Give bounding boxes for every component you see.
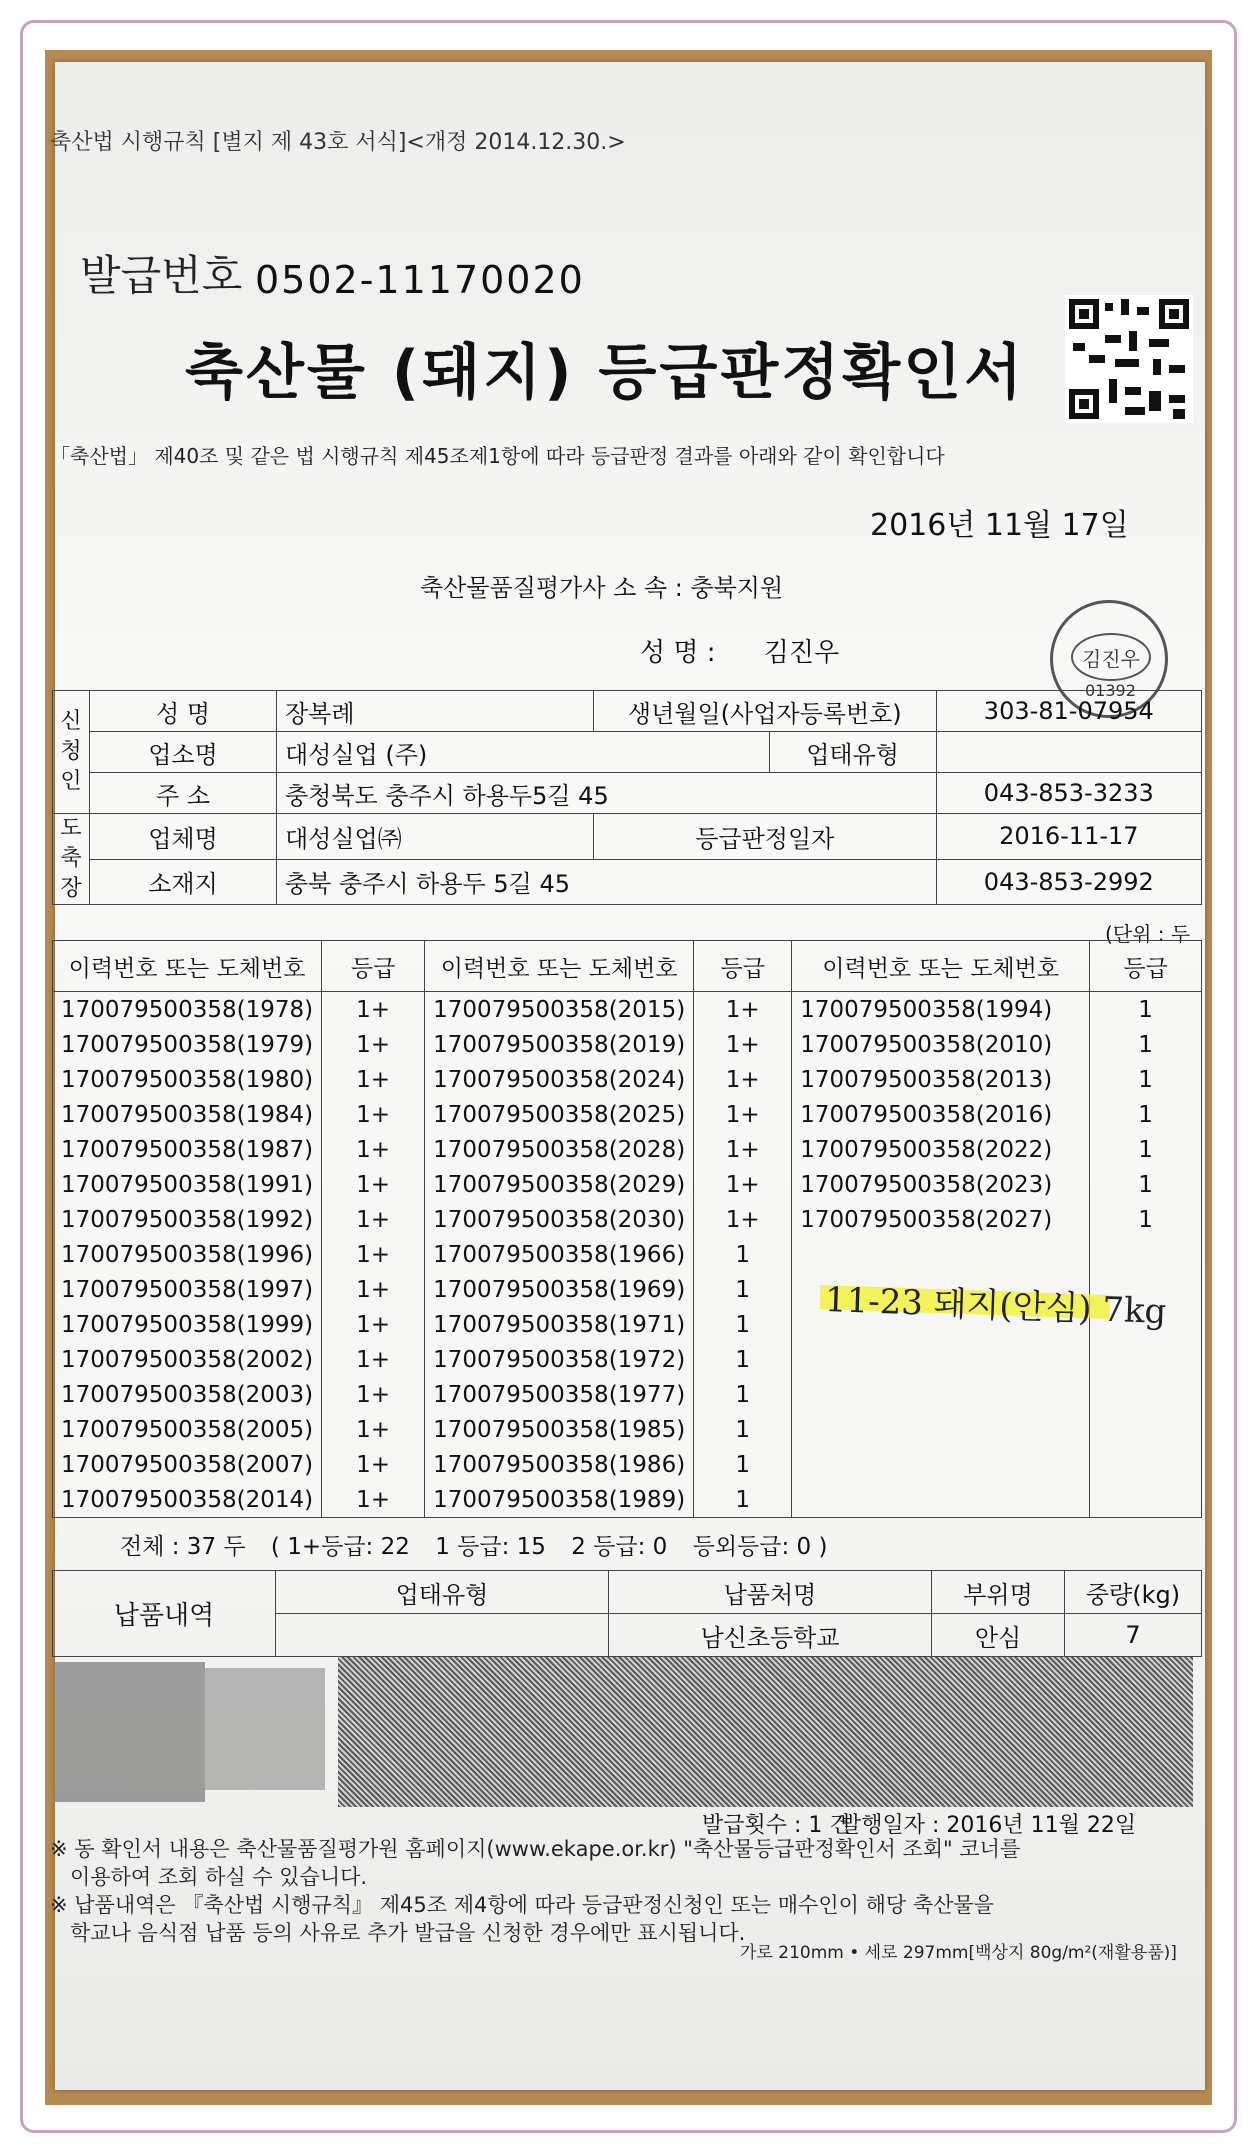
side-label-slaughter: 도축장 — [53, 814, 90, 905]
qr-code-icon — [1065, 295, 1193, 423]
trace-number-cell: 170079500358(2022) — [792, 1132, 1090, 1167]
trace-number-cell: 170079500358(1977) — [425, 1377, 694, 1412]
evaluator-name: 김진우 — [763, 638, 840, 668]
seal-name: 김진우 — [1071, 633, 1151, 681]
grade-cell — [1090, 1447, 1202, 1482]
grade-cell: 1+ — [322, 1027, 425, 1062]
issue-count: 발급횟수 : 1 건 — [702, 1813, 851, 1838]
trace-number-cell — [792, 1377, 1090, 1412]
grade-cell: 1 — [694, 1482, 792, 1518]
grade-cell: 1+ — [694, 1132, 792, 1167]
intro-text: 「축산법」 제40조 및 같은 법 시행규칙 제45조제1항에 따라 등급판정 결과를 아래와 같이 확인합니다 — [50, 444, 945, 468]
table-row — [53, 1027, 1202, 1062]
trace-number-cell: 170079500358(2002) — [53, 1342, 322, 1377]
note-1b: 이용하여 조회 하실 수 있습니다. — [70, 1865, 368, 1889]
handwritten-note: 11-23 돼지(안심) 7kg — [824, 1280, 1168, 1332]
trace-number-cell: 170079500358(2003) — [53, 1377, 322, 1412]
trace-number-cell: 170079500358(2014) — [53, 1482, 322, 1518]
trace-number-cell: 170079500358(2030) — [425, 1202, 694, 1237]
totals-line — [120, 1528, 845, 1561]
trace-number-cell: 170079500358(2024) — [425, 1062, 694, 1097]
grade-2-count: 2 등급: 0 — [571, 1534, 668, 1560]
birth-value: 303-81-07954 — [936, 691, 1201, 732]
trace-number-cell: 170079500358(2025) — [425, 1097, 694, 1132]
header-trace-no: 이력번호 또는 도체번호 — [792, 941, 1090, 992]
grade-cell: 1 — [694, 1237, 792, 1272]
grade-cell: 1+ — [322, 1097, 425, 1132]
grade-cell — [1090, 1412, 1202, 1447]
grade-cell: 1+ — [322, 992, 425, 1028]
table-row — [53, 1167, 1202, 1202]
footer-notes — [50, 1835, 1020, 1947]
name-label: 성 명 — [90, 691, 277, 732]
slaughter-name: 대성실업㈜ — [277, 814, 594, 860]
evaluator-name-line — [640, 632, 839, 669]
grade-cell: 1+ — [694, 1097, 792, 1132]
evaluator-affiliation: 축산물품질평가사 소 속 : 충북지원 — [420, 574, 784, 602]
paper-size: 가로 210mm • 세로 297mm[백상지 80g/m²(재활용품)] — [740, 1943, 1177, 1963]
table-row — [53, 1377, 1202, 1412]
grade-cell: 1+ — [694, 992, 792, 1028]
trace-number-cell: 170079500358(1989) — [425, 1482, 694, 1518]
evaluator-name-label: 성 명 : — [640, 638, 716, 668]
trace-number-cell: 170079500358(1994) — [792, 992, 1090, 1028]
trace-number-cell: 170079500358(1986) — [425, 1447, 694, 1482]
grading-date-label: 등급판정일자 — [594, 814, 937, 860]
trace-number-cell: 170079500358(1969) — [425, 1272, 694, 1307]
grade-cell: 1 — [1090, 1027, 1202, 1062]
grade-cell — [1090, 1237, 1202, 1272]
grade-cell — [1090, 1342, 1202, 1377]
trace-number-cell: 170079500358(1972) — [425, 1342, 694, 1377]
grade-cell: 1 — [694, 1377, 792, 1412]
grade-cell: 1+ — [322, 1132, 425, 1167]
trace-number-cell: 170079500358(2023) — [792, 1167, 1090, 1202]
header-trace-no: 이력번호 또는 도체번호 — [53, 941, 322, 992]
trace-number-cell: 170079500358(2005) — [53, 1412, 322, 1447]
delivery-header-part: 부위명 — [932, 1571, 1065, 1614]
trace-number-cell: 170079500358(2028) — [425, 1132, 694, 1167]
grades-table — [52, 940, 1202, 1518]
seal-number: 01392 — [1085, 681, 1136, 700]
form-number: 축산법 시행규칙 [별지 제 43호 서식]<개정 2014.12.30.> — [50, 130, 626, 155]
delivery-header-dest: 납품처명 — [609, 1571, 932, 1614]
grade-cell: 1 — [1090, 992, 1202, 1028]
note-1: ※ 동 확인서 내용은 축산물품질평가원 홈페이지(www.ekape.or.kr) "축산물등급판정확인서 조회" 코너를 — [50, 1837, 1021, 1861]
table-row — [53, 1097, 1202, 1132]
document-title: 축산물 (돼지) 등급판정확인서 — [185, 338, 1026, 408]
trace-number-cell — [792, 1342, 1090, 1377]
header-grade: 등급 — [322, 941, 425, 992]
table-row — [53, 1062, 1202, 1097]
header-grade: 등급 — [694, 941, 792, 992]
header-grade: 등급 — [1090, 941, 1202, 992]
trace-number-cell — [792, 1447, 1090, 1482]
biz-name: 대성실업 (주) — [277, 732, 770, 773]
watermark-seal — [55, 1662, 205, 1802]
trace-number-cell: 170079500358(2013) — [792, 1062, 1090, 1097]
table-row — [53, 1237, 1202, 1272]
grade-cell — [1090, 1482, 1202, 1518]
biz-type-value — [936, 732, 1201, 773]
grade-cell: 1 — [1090, 1062, 1202, 1097]
address-label: 주 소 — [90, 773, 277, 814]
delivery-weight: 7 — [1065, 1614, 1202, 1657]
grade-out-count: 등외등급: 0 ) — [692, 1534, 828, 1560]
trace-number-cell: 170079500358(1980) — [53, 1062, 322, 1097]
location-label: 소재지 — [90, 859, 277, 905]
grade-cell: 1 — [1090, 1097, 1202, 1132]
applicant-info-table — [52, 690, 1202, 905]
table-row — [53, 1482, 1202, 1518]
applicant-name: 장복례 — [277, 691, 594, 732]
table-row — [53, 1132, 1202, 1167]
birth-label: 생년월일(사업자등록번호) — [594, 691, 937, 732]
grade-cell: 1 — [1090, 1132, 1202, 1167]
grade-cell: 1 — [1090, 1202, 1202, 1237]
trace-number-cell: 170079500358(2007) — [53, 1447, 322, 1482]
grade-cell: 1+ — [322, 1412, 425, 1447]
slaughter-name-label: 업체명 — [90, 814, 277, 860]
header-trace-no: 이력번호 또는 도체번호 — [425, 941, 694, 992]
trace-number-cell: 170079500358(1984) — [53, 1097, 322, 1132]
note-2b: 학교나 음식점 납품 등의 사유로 추가 발급을 신청한 경우에만 표시됩니다. — [70, 1921, 746, 1945]
trace-number-cell: 170079500358(2010) — [792, 1027, 1090, 1062]
table-row — [53, 1412, 1202, 1447]
note-2: ※ 납품내역은 『축산법 시행규칙』 제45조 제4항에 따라 등급판정신청인 또는 매수인이 해당 축산물을 — [50, 1893, 994, 1917]
trace-number-cell: 170079500358(1991) — [53, 1167, 322, 1202]
grade-cell: 1+ — [322, 1062, 425, 1097]
watermark-seal-2 — [205, 1668, 325, 1790]
grade-cell: 1+ — [322, 1167, 425, 1202]
grade-cell: 1 — [694, 1272, 792, 1307]
grade-cell: 1+ — [322, 1307, 425, 1342]
trace-number-cell: 170079500358(1966) — [425, 1237, 694, 1272]
trace-number-cell: 170079500358(1979) — [53, 1027, 322, 1062]
delivery-type — [276, 1614, 609, 1657]
biz-label: 업소명 — [90, 732, 277, 773]
issue-date: 발행일자 : 2016년 11월 22일 — [840, 1813, 1137, 1838]
grade-cell: 1+ — [322, 1237, 425, 1272]
delivery-table — [52, 1570, 1202, 1657]
grade-cell: 1 — [694, 1342, 792, 1377]
certificate-date: 2016년 11월 17일 — [870, 508, 1129, 543]
grade-cell: 1+ — [694, 1062, 792, 1097]
delivery-destination: 남신초등학교 — [609, 1614, 932, 1657]
table-row — [53, 1202, 1202, 1237]
issue-number: 0502-11170020 — [255, 258, 585, 302]
side-label-applicant: 신청인 — [53, 691, 90, 814]
trace-number-cell: 170079500358(1992) — [53, 1202, 322, 1237]
grading-date: 2016-11-17 — [936, 814, 1201, 860]
trace-number-cell — [792, 1482, 1090, 1518]
security-pattern — [338, 1657, 1193, 1807]
trace-number-cell: 170079500358(1971) — [425, 1307, 694, 1342]
trace-number-cell: 170079500358(1987) — [53, 1132, 322, 1167]
issue-number-label: 발급번호 — [80, 251, 243, 300]
grade-cell: 1 — [694, 1412, 792, 1447]
total-count: 전체 : 37 두 — [120, 1534, 246, 1560]
grade-1-count: 1 등급: 15 — [435, 1534, 546, 1560]
grade-cell: 1+ — [322, 1202, 425, 1237]
trace-number-cell: 170079500358(2016) — [792, 1097, 1090, 1132]
trace-number-cell: 170079500358(1997) — [53, 1272, 322, 1307]
grade-cell — [1090, 1377, 1202, 1412]
delivery-label: 납품내역 — [53, 1571, 276, 1657]
trace-number-cell: 170079500358(1985) — [425, 1412, 694, 1447]
grade-cell: 1+ — [694, 1202, 792, 1237]
slaughter-phone: 043-853-2992 — [936, 859, 1201, 905]
grade-cell: 1+ — [322, 1447, 425, 1482]
grade-cell: 1 — [694, 1307, 792, 1342]
grade-cell: 1+ — [694, 1167, 792, 1202]
trace-number-cell — [792, 1412, 1090, 1447]
trace-number-cell: 170079500358(1999) — [53, 1307, 322, 1342]
grade-1plus-count: ( 1+등급: 22 — [270, 1534, 410, 1560]
trace-number-cell: 170079500358(1996) — [53, 1237, 322, 1272]
grade-cell: 1+ — [322, 1272, 425, 1307]
trace-number-cell: 170079500358(2027) — [792, 1202, 1090, 1237]
trace-number-cell: 170079500358(2015) — [425, 992, 694, 1028]
unit-label: (단위 : 두 — [1105, 922, 1191, 946]
grade-cell: 1+ — [322, 1377, 425, 1412]
trace-number-cell: 170079500358(2019) — [425, 1027, 694, 1062]
table-row — [53, 1342, 1202, 1377]
delivery-header-type: 업태유형 — [276, 1571, 609, 1614]
trace-number-cell: 170079500358(1978) — [53, 992, 322, 1028]
grade-cell: 1+ — [322, 1482, 425, 1518]
grade-cell: 1 — [1090, 1167, 1202, 1202]
grade-cell: 1 — [694, 1447, 792, 1482]
delivery-part: 안심 — [932, 1614, 1065, 1657]
address-value: 충청북도 충주시 하용두5길 45 — [277, 773, 937, 814]
location-value: 충북 충주시 하용두 5길 45 — [277, 859, 937, 905]
trace-number-cell: 170079500358(2029) — [425, 1167, 694, 1202]
grade-cell: 1+ — [694, 1027, 792, 1062]
applicant-phone: 043-853-3233 — [936, 773, 1201, 814]
biz-type-label: 업태유형 — [769, 732, 936, 773]
delivery-header-weight: 중량(kg) — [1065, 1571, 1202, 1614]
trace-number-cell — [792, 1237, 1090, 1272]
table-row — [53, 1447, 1202, 1482]
grade-cell: 1+ — [322, 1342, 425, 1377]
table-row — [53, 992, 1202, 1028]
